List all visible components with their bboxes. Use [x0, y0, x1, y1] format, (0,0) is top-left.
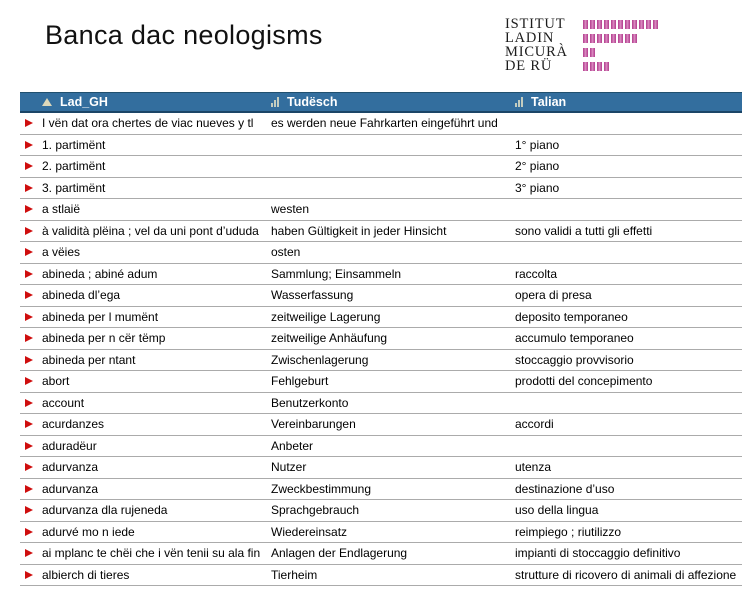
cell-lad-gh: I vën dat ora chertes de viac nueves y tl [42, 116, 254, 131]
table-row[interactable] [20, 479, 742, 501]
cell-talian: opera di presa [515, 288, 592, 303]
record-arrow-icon [25, 227, 33, 235]
cell-tudesch: Benutzerkonto [271, 395, 349, 410]
table-row[interactable] [20, 242, 742, 264]
page-title: Banca dac neologisms [45, 20, 323, 50]
logo-block [625, 20, 630, 29]
row-marker-cell [20, 270, 42, 278]
row-marker-cell [20, 420, 42, 428]
record-arrow-icon [25, 571, 33, 579]
cell-lad-gh: abineda per ntant [42, 352, 136, 367]
cell-tudesch: Tierheim [271, 567, 318, 582]
logo-block [597, 34, 602, 43]
cell-tudesch: Anbeter [271, 438, 314, 453]
logo-block [604, 20, 609, 29]
cell-tudesch: Zweckbestimmung [271, 481, 372, 496]
row-marker-cell [20, 205, 42, 213]
cell-lad-gh: albierch di tieres [42, 567, 130, 582]
table-row[interactable] [20, 178, 742, 200]
cell-tudesch: Wiedereinsatz [271, 524, 348, 539]
table-row[interactable] [20, 328, 742, 350]
record-arrow-icon [25, 334, 33, 342]
cell-tudesch: zeitweilige Lagerung [271, 309, 381, 324]
logo-block-row [583, 20, 658, 29]
table-row[interactable] [20, 522, 742, 544]
cell-talian: sono validi a tutti gli effetti [515, 223, 653, 238]
table-row[interactable] [20, 285, 742, 307]
table-row[interactable] [20, 113, 742, 135]
row-marker-cell [20, 248, 42, 256]
logo-block [590, 62, 595, 71]
bar-chart-icon [515, 97, 523, 107]
logo-text-line: LADIN [505, 30, 555, 46]
logo-block [632, 20, 637, 29]
cell-lad-gh: a stlaië [42, 202, 81, 217]
column-header-talian[interactable] [512, 95, 742, 109]
record-arrow-icon [25, 356, 33, 364]
logo-text-line: MICURÀ [505, 44, 568, 60]
logo-block [583, 48, 588, 57]
logo-block [653, 20, 658, 29]
row-marker-cell [20, 227, 42, 235]
cell-lad-gh: ai mplanc te chëi che i vën tenii su ala fin [42, 546, 261, 561]
row-marker-cell [20, 377, 42, 385]
record-arrow-icon [25, 248, 33, 256]
record-arrow-icon [25, 141, 33, 149]
logo-block-row [583, 62, 658, 71]
cell-talian: accumulo temporaneo [515, 331, 634, 346]
cell-tudesch: osten [271, 245, 301, 260]
cell-talian: impianti di stoccaggio definitivo [515, 546, 681, 561]
table-row[interactable] [20, 393, 742, 415]
record-arrow-icon [25, 119, 33, 127]
row-marker-cell [20, 399, 42, 407]
record-arrow-icon [25, 291, 33, 299]
row-marker-cell [20, 184, 42, 192]
table-row[interactable] [20, 264, 742, 286]
row-marker-cell [20, 528, 42, 536]
logo-block [597, 20, 602, 29]
cell-tudesch: zeitweilige Anhäufung [271, 331, 388, 346]
row-marker-cell [20, 291, 42, 299]
logo-text [505, 17, 568, 73]
record-arrow-icon [25, 270, 33, 278]
record-arrow-icon [25, 184, 33, 192]
table-body [20, 113, 742, 586]
row-marker-cell [20, 334, 42, 342]
row-marker-cell [20, 485, 42, 493]
cell-tudesch: Sprachgebrauch [271, 503, 360, 518]
cell-tudesch: Sammlung; Einsammeln [271, 266, 402, 281]
logo-block [590, 20, 595, 29]
cell-talian: deposito temporaneo [515, 309, 628, 324]
logo-block [618, 34, 623, 43]
logo-text-line: DE RÜ [505, 58, 553, 74]
cell-lad-gh: account [42, 395, 85, 410]
logo-text-line: ISTITUT [505, 16, 566, 32]
logo-block [625, 34, 630, 43]
logo-block [611, 20, 616, 29]
row-marker-cell [20, 356, 42, 364]
cell-tudesch: haben Gültigkeit in jeder Hinsicht [271, 223, 447, 238]
row-marker-cell [20, 506, 42, 514]
row-marker-cell [20, 141, 42, 149]
row-marker-cell [20, 571, 42, 579]
row-marker-cell [20, 463, 42, 471]
row-marker-cell [20, 549, 42, 557]
cell-lad-gh: abineda dl’ega [42, 288, 121, 303]
neologisms-table [20, 92, 742, 586]
cell-lad-gh: adurvanza [42, 481, 99, 496]
logo-block [611, 34, 616, 43]
cell-lad-gh: 1. partimënt [42, 137, 106, 152]
cell-talian: 1° piano [515, 137, 560, 152]
record-arrow-icon [25, 528, 33, 536]
logo-block [604, 34, 609, 43]
record-arrow-icon [25, 463, 33, 471]
row-marker-cell [20, 442, 42, 450]
cell-lad-gh: adurvanza dla rujeneda [42, 503, 168, 518]
cell-lad-gh: abineda per l mumënt [42, 309, 159, 324]
record-arrow-icon [25, 420, 33, 428]
table-row[interactable] [20, 565, 742, 587]
table-row[interactable] [20, 457, 742, 479]
logo-block [604, 62, 609, 71]
istitut-ladin-logo [505, 17, 658, 76]
record-arrow-icon [25, 485, 33, 493]
logo-block [646, 20, 651, 29]
cell-lad-gh: à validità plëina ; vel da uni pont d’ududa [42, 223, 259, 238]
logo-block-row [583, 48, 658, 57]
cell-tudesch: Vereinbarungen [271, 417, 356, 432]
table-row[interactable] [20, 350, 742, 372]
record-arrow-icon [25, 377, 33, 385]
logo-block [632, 34, 637, 43]
row-marker-cell [20, 313, 42, 321]
cell-lad-gh: abort [42, 374, 70, 389]
cell-tudesch: Nutzer [271, 460, 307, 475]
logo-block [590, 48, 595, 57]
row-marker-cell [20, 162, 42, 170]
cell-talian: destinazione d’uso [515, 481, 615, 496]
column-header-tudesch[interactable] [268, 95, 512, 109]
cell-talian: prodotti del concepimento [515, 374, 653, 389]
cell-tudesch: es werden neue Fahrkarten eingeführt und [271, 116, 498, 131]
logo-block [583, 62, 588, 71]
logo-block-row [583, 34, 658, 43]
table-header-row [20, 92, 742, 113]
logo-block [618, 20, 623, 29]
cell-lad-gh: abineda per n cër tëmp [42, 331, 166, 346]
logo-block [590, 34, 595, 43]
cell-talian: 3° piano [515, 180, 560, 195]
cell-talian: strutture di ricovero di animali di affezione [515, 567, 737, 582]
table-row[interactable] [20, 221, 742, 243]
sort-ascending-icon [42, 98, 52, 106]
record-arrow-icon [25, 162, 33, 170]
record-arrow-icon [25, 442, 33, 450]
column-header-lad-gh[interactable] [20, 95, 268, 109]
cell-tudesch: Anlagen der Endlagerung [271, 546, 408, 561]
logo-blocks [583, 17, 658, 76]
cell-talian: accordi [515, 417, 554, 432]
cell-tudesch: Zwischenlagerung [271, 352, 369, 367]
logo-block [597, 62, 602, 71]
logo-block [583, 34, 588, 43]
table-row[interactable] [20, 135, 742, 157]
table-row[interactable] [20, 156, 742, 178]
row-marker-cell [20, 119, 42, 127]
cell-talian: raccolta [515, 266, 558, 281]
logo-block [639, 20, 644, 29]
record-arrow-icon [25, 506, 33, 514]
record-arrow-icon [25, 313, 33, 321]
cell-lad-gh: acurdanzes [42, 417, 105, 432]
cell-tudesch: Wasserfassung [271, 288, 354, 303]
cell-lad-gh: adurvé mo n iede [42, 524, 135, 539]
cell-talian: uso della lingua [515, 503, 599, 518]
cell-talian: stoccaggio provvisorio [515, 352, 634, 367]
logo-block [583, 20, 588, 29]
column-header-label: Lad_GH [60, 95, 108, 109]
cell-lad-gh: abineda ; abiné adum [42, 266, 158, 281]
cell-talian: 2° piano [515, 159, 560, 174]
cell-lad-gh: aduradëur [42, 438, 97, 453]
cell-talian: utenza [515, 460, 552, 475]
column-header-label: Talian [531, 95, 567, 109]
table-row[interactable] [20, 436, 742, 458]
cell-talian: reimpiego ; riutilizzo [515, 524, 622, 539]
record-arrow-icon [25, 205, 33, 213]
bar-chart-icon [271, 97, 279, 107]
cell-lad-gh: adurvanza [42, 460, 99, 475]
record-arrow-icon [25, 399, 33, 407]
cell-lad-gh: a vëies [42, 245, 81, 260]
cell-lad-gh: 3. partimënt [42, 180, 106, 195]
cell-lad-gh: 2. partimënt [42, 159, 106, 174]
cell-tudesch: westen [271, 202, 310, 217]
cell-tudesch: Fehlgeburt [271, 374, 329, 389]
column-header-label: Tudësch [287, 95, 338, 109]
record-arrow-icon [25, 549, 33, 557]
table-row[interactable] [20, 307, 742, 329]
table-row[interactable] [20, 371, 742, 393]
table-row[interactable] [20, 500, 742, 522]
table-row[interactable] [20, 414, 742, 436]
table-row[interactable] [20, 543, 742, 565]
table-row[interactable] [20, 199, 742, 221]
